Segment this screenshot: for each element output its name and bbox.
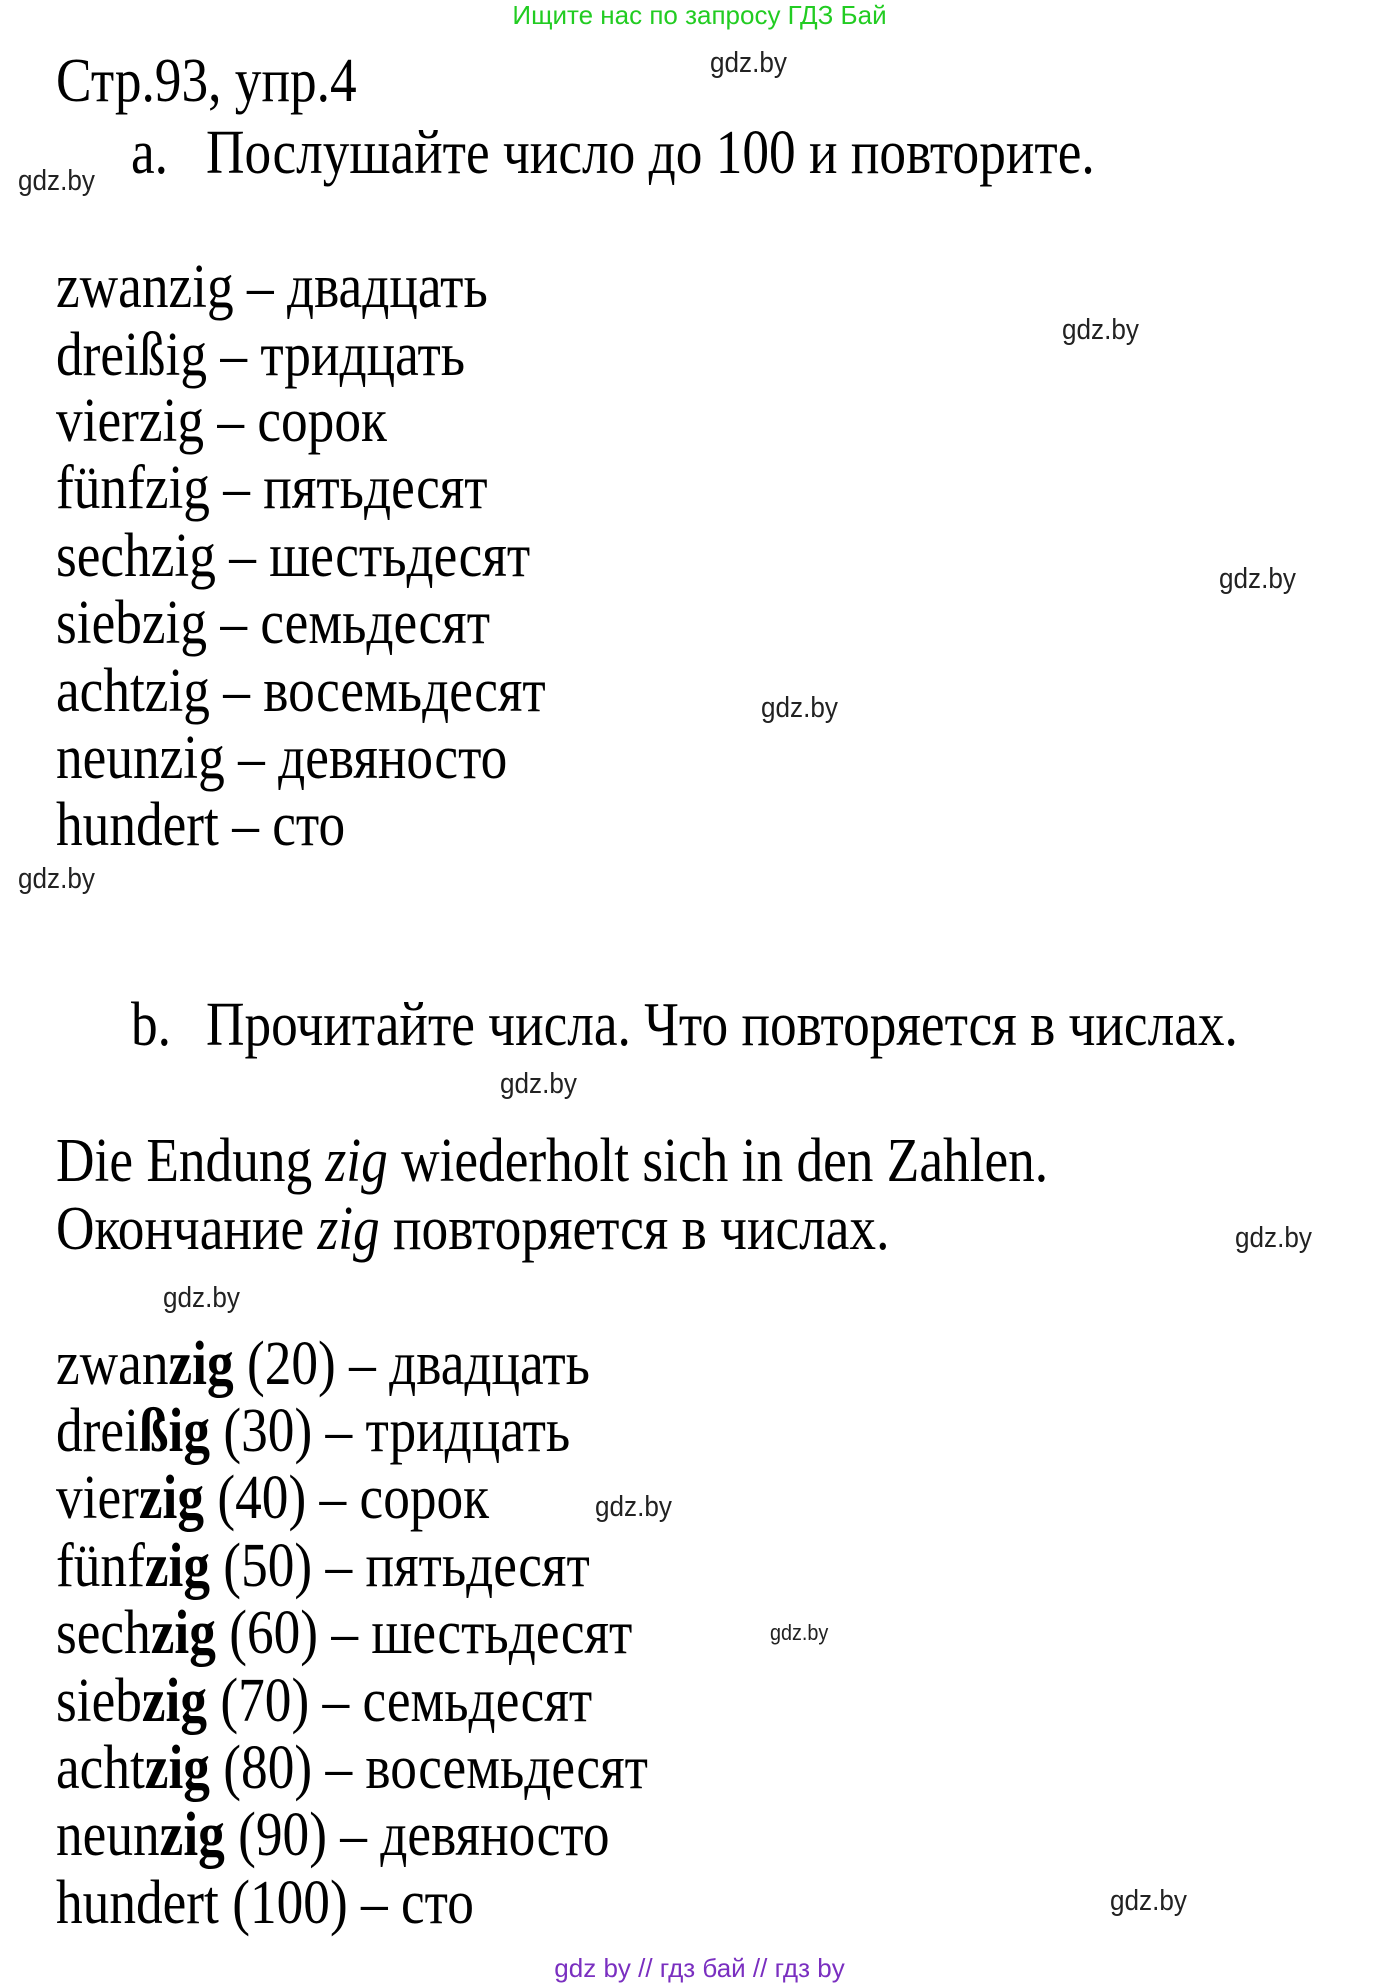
word-ending: zig <box>138 1464 205 1532</box>
watermark: gdz.by <box>500 1068 577 1100</box>
search-banner[interactable]: Ищите нас по запросу ГДЗ Бай <box>512 0 887 30</box>
watermark: gdz.by <box>1110 1885 1187 1917</box>
word-ending: ßig <box>138 1397 211 1465</box>
word-stem: drei <box>56 1397 139 1465</box>
answer-russian <box>56 1195 890 1263</box>
list-item <box>56 1801 610 1869</box>
word-ending: zig <box>141 1667 208 1735</box>
list-item <box>56 1667 593 1735</box>
answer-german-ending: zig <box>325 1127 388 1195</box>
word-stem: acht <box>56 1734 145 1802</box>
list-item <box>56 1464 490 1532</box>
watermark: gdz.by <box>18 863 95 895</box>
translation: (50) – пятьдесят <box>209 1532 590 1600</box>
watermark: gdz.by <box>1062 314 1139 346</box>
list-item: dreißig – тридцать <box>56 321 466 389</box>
translation: (70) – семьдесят <box>207 1667 593 1735</box>
translation: (90) – девяносто <box>224 1801 610 1869</box>
list-item: neunzig – девяносто <box>56 724 508 792</box>
list-item: zwanzig – двадцать <box>56 253 488 321</box>
answer-russian-pre: Окончание <box>56 1195 318 1263</box>
word-stem: hundert <box>56 1869 219 1937</box>
task-b-text: Прочитайте числа. Что повторяется в числах. <box>206 991 1238 1059</box>
list-item <box>56 1599 633 1667</box>
answer-german-post: wiederholt sich in den Zahlen. <box>387 1127 1049 1195</box>
answer-russian-ending: zig <box>317 1195 380 1263</box>
word-stem: fünf <box>56 1532 145 1600</box>
task-a-marker: a. <box>131 119 169 187</box>
answer-russian-post: повторяется в числах. <box>379 1195 890 1263</box>
list-item: vierzig – сорок <box>56 387 387 455</box>
word-stem: sieb <box>56 1667 142 1735</box>
list-item <box>56 1532 590 1600</box>
list-item: siebzig – семьдесят <box>56 589 491 657</box>
word-stem: neun <box>56 1801 160 1869</box>
page-title: Стр.93, упр.4 <box>56 47 357 115</box>
list-item: hundert – сто <box>56 791 346 859</box>
list-item <box>56 1397 571 1465</box>
watermark: gdz.by <box>1219 563 1296 595</box>
watermark: gdz.by <box>163 1282 240 1314</box>
translation: (60) – шестьдесят <box>215 1599 633 1667</box>
word-stem: sech <box>56 1599 151 1667</box>
translation: (30) – тридцать <box>210 1397 571 1465</box>
watermark: gdz.by <box>18 165 95 197</box>
list-item <box>56 1734 648 1802</box>
watermark: gdz.by <box>770 1620 829 1645</box>
task-a-text: Послушайте число до 100 и повторите. <box>206 119 1095 187</box>
list-item: fünfzig – пятьдесят <box>56 454 488 522</box>
list-item <box>56 1330 590 1398</box>
translation: (20) – двадцать <box>233 1330 590 1398</box>
word-ending: zig <box>150 1599 216 1667</box>
word-ending: zig <box>168 1330 234 1398</box>
watermark: gdz.by <box>1235 1222 1312 1254</box>
task-b-marker: b. <box>131 991 171 1059</box>
answer-german-pre: Die Endung <box>56 1127 326 1195</box>
word-stem: vier <box>56 1464 139 1532</box>
list-item: sechzig – шестьдесят <box>56 522 531 590</box>
list-item: achtzig – восемьдесят <box>56 657 546 725</box>
list-item <box>56 1869 474 1937</box>
answer-german <box>56 1127 1049 1195</box>
translation: (80) – восемьдесят <box>209 1734 648 1802</box>
word-ending: zig <box>159 1801 225 1869</box>
watermark: gdz.by <box>710 47 787 79</box>
watermark: gdz.by <box>595 1491 672 1523</box>
watermark: gdz.by <box>761 692 838 724</box>
word-ending: zig <box>144 1532 210 1600</box>
translation: (40) – сорок <box>204 1464 490 1532</box>
translation: (100) – сто <box>218 1869 474 1937</box>
word-stem: zwan <box>56 1330 169 1398</box>
word-ending: zig <box>144 1734 210 1802</box>
footer-links[interactable]: gdz by // гдз бай // гдз by <box>554 1953 845 1983</box>
